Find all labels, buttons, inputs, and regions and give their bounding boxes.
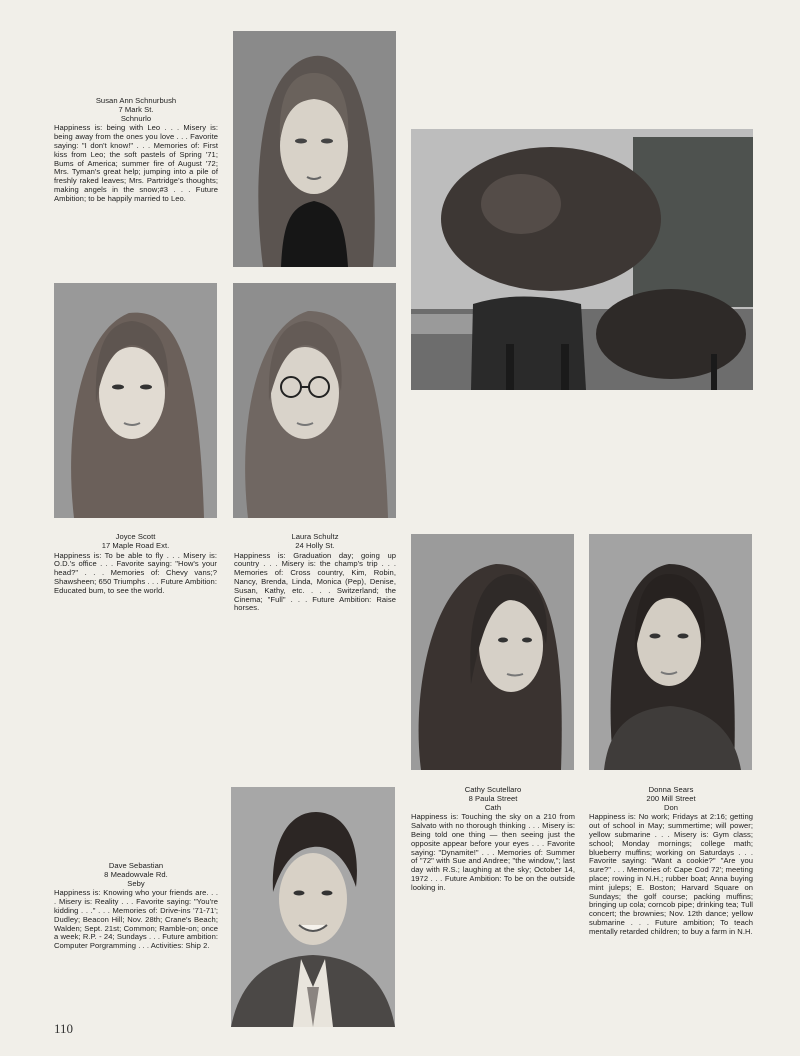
student-address: 24 Holly St. [295, 540, 335, 550]
page-number: 110 [54, 1021, 74, 1036]
portrait-joyce-scott [54, 283, 217, 518]
student-nickname: Schnurlo [120, 113, 152, 123]
bio-laura-schultz [234, 533, 396, 613]
portrait-susan-schnurbush [233, 31, 396, 267]
student-bio: Happiness is: No work; Fridays at 2:16; getting out of school in May; summertime; will power; yellow submarine . . . Misery is: Gym class; school; Monday mornings; college math; blueberry muffins; working on Saturdays . . . Favorite saying: "Want a cookie?" "Are you sure?" . . . Memories of: Cape Cod 72'; meeting place; rowing in N.H.; rubber boat; Anna buying mint juleps; E. Boston; Harvard Square on Sundays; the golf course; packing muffins; bringing up cola; corncob pipe; drinking tea; Tull concert; the brownies; Nov. 12th dance; yellow submarine . . . Future ambition; To teach mentally retarded children; to buy a farm in N.H. [589, 812, 753, 936]
student-nickname: Cath [484, 802, 502, 812]
portrait-cathy-scutellaro [411, 534, 574, 770]
student-bio: Happiness is: being with Leo . . . Misery is: being away from the ones you love . . . Favorite saying: "I don't know!" . . . Memories of: First kiss from Leo; the soft pastels of Spring '71; Bums of America; summer fire of August '72; Mrs. Tyman's great help; jumping into a pile of freshly raked leaves; Mrs. Partridge's thoughts; making angels in the snow;#3 . . . Future Ambition; to be happily married to Leo. [54, 123, 218, 203]
student-name: Joyce Scott [115, 532, 156, 541]
student-name: Laura Schultz [291, 532, 339, 541]
portrait-dave-sebastian [231, 787, 395, 1027]
student-name: Cathy Scutellaro [464, 785, 522, 794]
student-bio: Happiness is: To be able to fly . . . Misery is: O.D.'s office . . . Favorite saying: "How's your head?" . . . Memories of: Chevy vans;? Shawsheen; 650 Triumphs . . . Future Ambition: Educated bum, to see the world. [54, 550, 217, 595]
student-name: Donna Sears [648, 785, 694, 794]
student-bio: Happiness is: Knowing who your friends are. . . . Misery is: Reality . . . Favorite saying: "You're kidding . . ." . . . Memories of: Drive-ins '71-71'; Dudley; Beacon Hill; Nov. 28th; Crane's Beach; Walden; Sept. 21st; Common; Ramble-on; once a week; R.P. - 24; Sundays . . . Future ambition: Computer Porgramming . . . Activities: Ship 2. [54, 888, 218, 951]
bio-dave-sebastian [54, 862, 218, 951]
student-address: 8 Paula Street [468, 793, 518, 803]
student-name: Susan Ann Schnurbush [95, 96, 177, 105]
student-nickname: Seby [127, 878, 145, 888]
student-address: 7 Mark St. [118, 104, 154, 114]
student-address: 200 Mill Street [646, 793, 696, 803]
portrait-donna-sears [589, 534, 752, 770]
student-address: 8 Meadowvale Rd. [104, 869, 168, 879]
student-bio: Happiness is: Touching the sky on a 210 from Salvato with no thorough thinking . . . Misery is: Being told one thing — then seeing just the opposite appear before your eyes . . . Favorite saying: "Dynamite!" . . . Memories of: Summer of "72" with Sue and Andree; "the window,"; last day with R.S.; laughing at the sky; October 14, 1972 . . . Future Ambition: To be on the outside looking in. [411, 812, 575, 892]
student-address: 17 Maple Road Ext. [101, 540, 170, 550]
bio-susan-schnurbush [54, 97, 218, 204]
bio-cathy-scutellaro [411, 786, 575, 893]
student-name: Dave Sebastian [108, 861, 164, 870]
student-bio: Happiness is: Graduation day; going up country . . . Misery is: the champ's trip . . . Memories of: Cross country, Kim, Robin, Nancy, Brenda, Linda, Monica (Pep), Denise, Susan, Kathy, etc. . . . Switzerland; the Cinema; "Full" . . . Future Ambition: Raise horses. [234, 550, 396, 613]
portrait-laura-schultz [233, 283, 396, 518]
photo-teddy-bear-chair [411, 129, 753, 390]
bio-joyce-scott [54, 533, 217, 596]
student-nickname: Don [663, 802, 679, 812]
bio-donna-sears [589, 786, 753, 937]
